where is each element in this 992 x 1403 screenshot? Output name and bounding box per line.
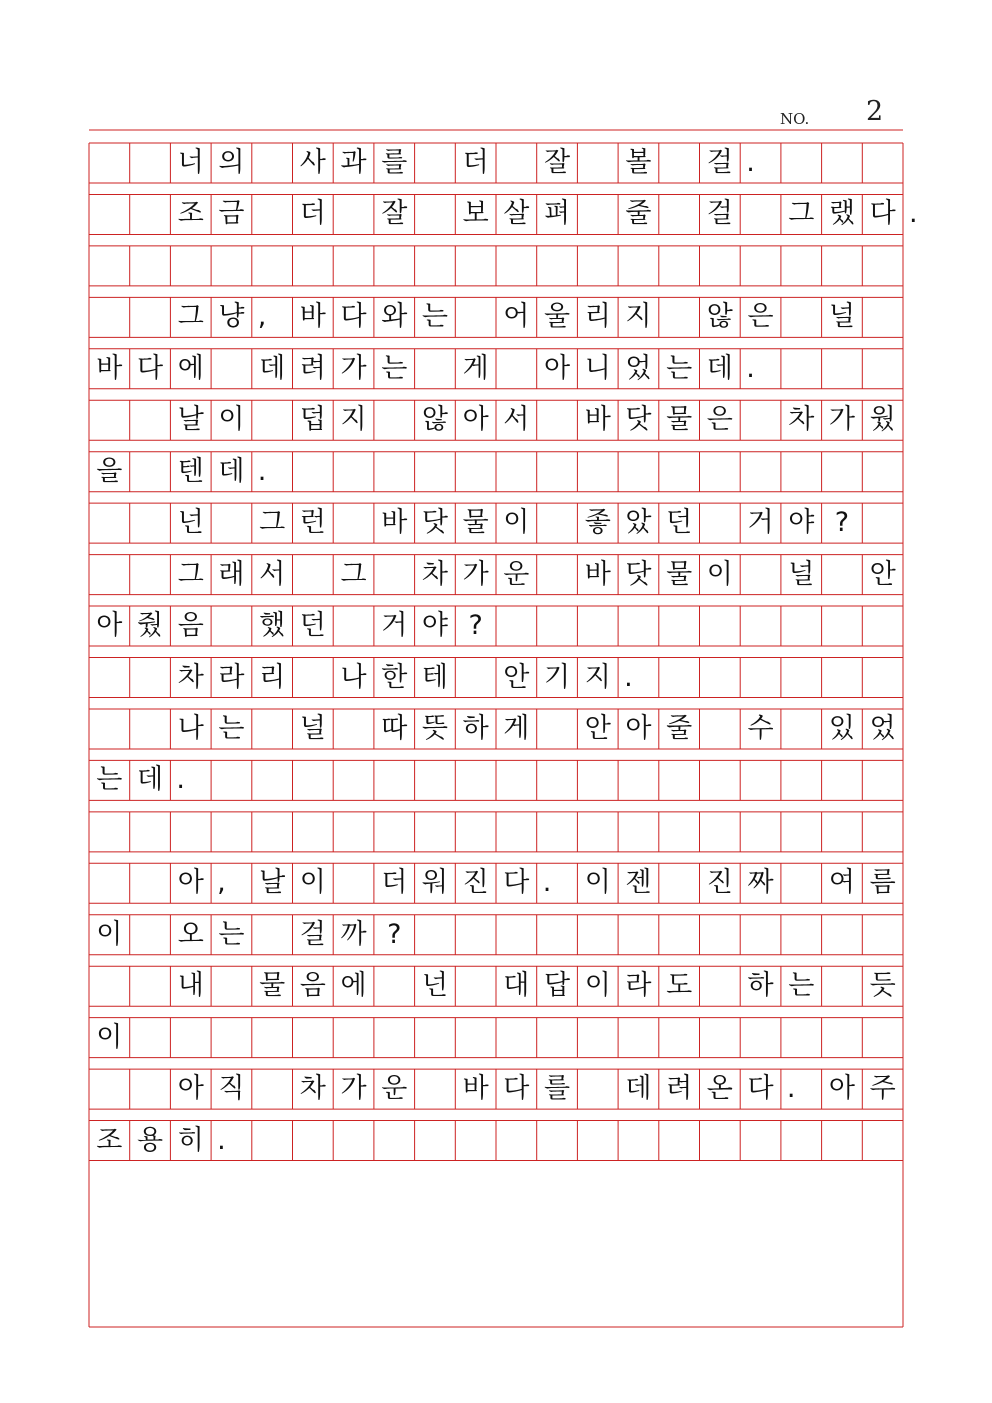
grid-character: , bbox=[257, 301, 267, 333]
grid-character: 가 bbox=[340, 1073, 367, 1105]
grid-character: 리 bbox=[259, 661, 286, 693]
grid-character: 라 bbox=[625, 970, 652, 1002]
grid-character: 바 bbox=[462, 1073, 489, 1105]
grid-character: 넌 bbox=[421, 970, 448, 1002]
grid-character: 닷 bbox=[625, 404, 652, 436]
page-number-label: NO. bbox=[780, 110, 810, 128]
grid-character: 닷 bbox=[421, 507, 448, 539]
grid-character: 가 bbox=[462, 558, 489, 590]
grid-character: 웠 bbox=[869, 404, 896, 436]
grid-character: 어 bbox=[503, 301, 530, 333]
grid-character: 운 bbox=[381, 1073, 408, 1105]
grid-character: . bbox=[257, 455, 267, 487]
grid-character: 려 bbox=[299, 352, 326, 384]
grid-character: 아 bbox=[543, 352, 571, 384]
grid-character: 의 bbox=[218, 147, 245, 178]
grid-character: 보 bbox=[462, 198, 489, 230]
grid-character: 따 bbox=[381, 712, 408, 744]
grid-character: 지 bbox=[584, 661, 611, 693]
grid-character: 음 bbox=[177, 610, 204, 642]
grid-character: 걸 bbox=[299, 918, 326, 950]
grid-character: 던 bbox=[666, 507, 693, 539]
grid-character: ? bbox=[387, 918, 402, 950]
grid-character: 널 bbox=[299, 712, 326, 744]
grid-character: 는 bbox=[421, 301, 448, 333]
grid-character: 는 bbox=[381, 352, 408, 384]
grid-character: 이 bbox=[96, 918, 123, 950]
grid-character: 아 bbox=[177, 867, 204, 899]
grid-character: 까 bbox=[340, 918, 367, 950]
grid-character: 이 bbox=[218, 404, 245, 436]
grid-character: 그 bbox=[340, 558, 367, 590]
grid-character: 더 bbox=[381, 867, 408, 899]
grid-character: 줄 bbox=[666, 712, 693, 744]
grid-character: 다 bbox=[340, 301, 367, 333]
grid-character: 짜 bbox=[747, 867, 774, 899]
grid-character: 를 bbox=[543, 1073, 571, 1105]
grid-character: 이 bbox=[503, 507, 530, 539]
grid-character: 않 bbox=[706, 301, 733, 333]
grid-character: ? bbox=[834, 507, 850, 539]
grid-character: 려 bbox=[666, 1073, 693, 1105]
grid-character: 뜻 bbox=[421, 712, 448, 744]
grid-character: . bbox=[746, 352, 755, 384]
grid-character: 아 bbox=[177, 1073, 204, 1105]
grid-character: 다 bbox=[136, 352, 164, 384]
grid-character: 텐 bbox=[177, 455, 204, 487]
grid-character: . bbox=[786, 1073, 796, 1105]
grid-character: 진 bbox=[706, 867, 733, 899]
grid-character: 온 bbox=[706, 1073, 733, 1105]
grid-character: 가 bbox=[340, 352, 367, 384]
grid-character: 지 bbox=[625, 301, 652, 333]
grid-character: 용 bbox=[136, 1124, 164, 1156]
grid-character: 펴 bbox=[543, 198, 571, 230]
grid-character: ? bbox=[468, 610, 483, 642]
grid-character: , bbox=[217, 867, 226, 899]
grid-character: 하 bbox=[747, 970, 774, 1002]
grid-character: 은 bbox=[747, 301, 774, 333]
grid-character: 서 bbox=[259, 558, 286, 590]
grid-character: 은 bbox=[706, 404, 733, 436]
grid-character: 내 bbox=[177, 970, 204, 1002]
grid-character: 조 bbox=[177, 198, 204, 230]
grid-character: 름 bbox=[869, 867, 896, 899]
grid-character: 데 bbox=[136, 764, 164, 796]
grid-character: 데 bbox=[625, 1073, 652, 1105]
grid-character: 게 bbox=[503, 712, 530, 744]
grid-character: 니 bbox=[584, 352, 611, 384]
grid-character: 하 bbox=[462, 712, 489, 744]
grid-character: 덥 bbox=[299, 404, 326, 436]
grid-character: 금 bbox=[218, 198, 245, 230]
grid-character: 런 bbox=[299, 507, 326, 539]
grid-character: 널 bbox=[788, 558, 815, 590]
grid-character: 았 bbox=[625, 507, 652, 539]
grid-character: 안 bbox=[503, 661, 530, 693]
grid-character: 다 bbox=[503, 1073, 530, 1105]
grid-character: 한 bbox=[381, 661, 408, 693]
grid-character: 운 bbox=[503, 558, 530, 590]
grid-character: 다 bbox=[869, 198, 896, 230]
grid-character: 음 bbox=[299, 970, 326, 1002]
grid-character: . bbox=[542, 867, 552, 899]
grid-character: 도 bbox=[666, 970, 693, 1002]
grid-character: 차 bbox=[421, 558, 448, 590]
grid-character: 야 bbox=[421, 610, 448, 642]
grid-character: 넌 bbox=[177, 507, 204, 539]
page-number: 2 bbox=[866, 96, 884, 127]
grid-character: 줬 bbox=[136, 610, 164, 642]
grid-character: 래 bbox=[218, 558, 245, 590]
grid-character: 날 bbox=[177, 404, 204, 436]
grid-character: 않 bbox=[421, 404, 448, 436]
grid-character: 이 bbox=[299, 867, 326, 899]
grid-character: 울 bbox=[543, 301, 571, 333]
grid-character: 바 bbox=[584, 558, 611, 590]
grid-character: 었 bbox=[625, 352, 652, 384]
grid-character: 라 bbox=[218, 661, 245, 693]
grid-character: 오 bbox=[177, 918, 204, 950]
grid-character: 다 bbox=[747, 1073, 774, 1105]
grid-character: 가 bbox=[828, 404, 855, 436]
grid-character: 이 bbox=[96, 1021, 123, 1053]
grid-character: 잘 bbox=[543, 147, 571, 178]
grid-character: 그 bbox=[259, 507, 286, 539]
grid-character: 나 bbox=[340, 661, 367, 693]
grid-character: 아 bbox=[625, 712, 652, 744]
grid-character: 차 bbox=[788, 404, 815, 436]
grid-character: 아 bbox=[96, 610, 123, 642]
grid-character: 거 bbox=[381, 610, 408, 642]
grid-character: 그 bbox=[177, 558, 204, 590]
grid-character: 지 bbox=[340, 404, 367, 436]
grid-character: 를 bbox=[381, 147, 408, 178]
grid-character: 있 bbox=[828, 712, 855, 744]
grid-character: . bbox=[746, 147, 755, 178]
grid-character: 다 bbox=[503, 867, 530, 899]
grid-character: 조 bbox=[96, 1124, 123, 1156]
grid-character: 걸 bbox=[706, 198, 733, 230]
grid-character: 아 bbox=[828, 1073, 855, 1105]
grid-character: 에 bbox=[177, 352, 204, 384]
grid-character: 그 bbox=[788, 198, 815, 230]
grid-character: 차 bbox=[299, 1073, 326, 1105]
grid-character: 테 bbox=[421, 661, 448, 693]
grid-character: 더 bbox=[462, 147, 489, 178]
grid-character: 에 bbox=[340, 970, 367, 1002]
grid-character: 서 bbox=[503, 404, 530, 436]
grid-character: 걸 bbox=[706, 147, 733, 178]
grid-character: 닷 bbox=[625, 558, 652, 590]
grid-character: 이 bbox=[584, 867, 611, 899]
grid-character: 기 bbox=[543, 661, 571, 693]
grid-character: 직 bbox=[218, 1073, 245, 1105]
grid-character: 이 bbox=[584, 970, 611, 1002]
grid-character: 듯 bbox=[869, 970, 896, 1002]
grid-character: 는 bbox=[666, 352, 693, 384]
grid-character: 살 bbox=[503, 198, 530, 230]
grid-character: 물 bbox=[666, 404, 693, 436]
grid-character: . bbox=[909, 198, 918, 230]
grid-character: 진 bbox=[462, 867, 489, 899]
grid-character: 데 bbox=[259, 352, 286, 384]
grid-character: 과 bbox=[340, 147, 367, 178]
grid-character: 거 bbox=[747, 507, 774, 539]
grid-character: 바 bbox=[96, 352, 123, 384]
grid-character: 여 bbox=[828, 867, 855, 899]
grid-character: 했 bbox=[259, 610, 286, 642]
grid-character: 물 bbox=[666, 558, 693, 590]
grid-character: 바 bbox=[381, 507, 408, 539]
grid-character: 물 bbox=[462, 507, 489, 539]
grid-character: 랬 bbox=[828, 198, 855, 230]
grid-character: 게 bbox=[462, 352, 489, 384]
grid-character: 답 bbox=[543, 970, 571, 1002]
grid-character: 너 bbox=[177, 147, 204, 178]
grid-character: 는 bbox=[96, 764, 123, 796]
grid-character: 리 bbox=[584, 301, 611, 333]
grid-character: 냥 bbox=[218, 301, 245, 333]
grid-character: 바 bbox=[584, 404, 611, 436]
grid-character: 젠 bbox=[625, 867, 652, 899]
grid-character: 줄 bbox=[625, 198, 652, 230]
grid-character: 날 bbox=[259, 867, 286, 899]
grid-character: 는 bbox=[218, 712, 245, 744]
grid-character: 대 bbox=[503, 970, 530, 1002]
grid-character: 야 bbox=[788, 507, 815, 539]
grid-character: 나 bbox=[177, 712, 204, 744]
grid-character: 수 bbox=[747, 712, 774, 744]
grid-character: . bbox=[624, 661, 633, 693]
grid-character: 물 bbox=[259, 970, 286, 1002]
grid-character: 데 bbox=[706, 352, 733, 384]
grid-character: 좋 bbox=[584, 507, 611, 539]
grid-character: 이 bbox=[706, 558, 733, 590]
grid-character: 는 bbox=[218, 918, 245, 950]
grid-character: 사 bbox=[299, 147, 326, 178]
grid-character: 주 bbox=[869, 1073, 896, 1105]
grid-character: 히 bbox=[177, 1124, 204, 1156]
grid-character: 차 bbox=[177, 661, 204, 693]
grid-character: 을 bbox=[96, 455, 123, 487]
grid-character: 더 bbox=[299, 198, 326, 230]
grid-character: 아 bbox=[462, 404, 489, 436]
grid-character: 바 bbox=[299, 301, 326, 333]
grid-character: 잘 bbox=[381, 198, 408, 230]
grid-character: 었 bbox=[869, 712, 896, 744]
grid-character: 안 bbox=[584, 712, 611, 744]
grid-character: 안 bbox=[869, 558, 896, 590]
grid-character: 널 bbox=[828, 301, 855, 333]
grid-character: . bbox=[176, 764, 185, 796]
grid-character: 워 bbox=[421, 867, 448, 899]
grid-character: 볼 bbox=[625, 147, 652, 178]
grid-character: 데 bbox=[218, 455, 245, 487]
grid-character: 그 bbox=[177, 301, 204, 333]
grid-character: 던 bbox=[299, 610, 326, 642]
grid-character: 와 bbox=[381, 301, 408, 333]
grid-character: 는 bbox=[788, 970, 815, 1002]
grid-character: . bbox=[217, 1124, 226, 1156]
